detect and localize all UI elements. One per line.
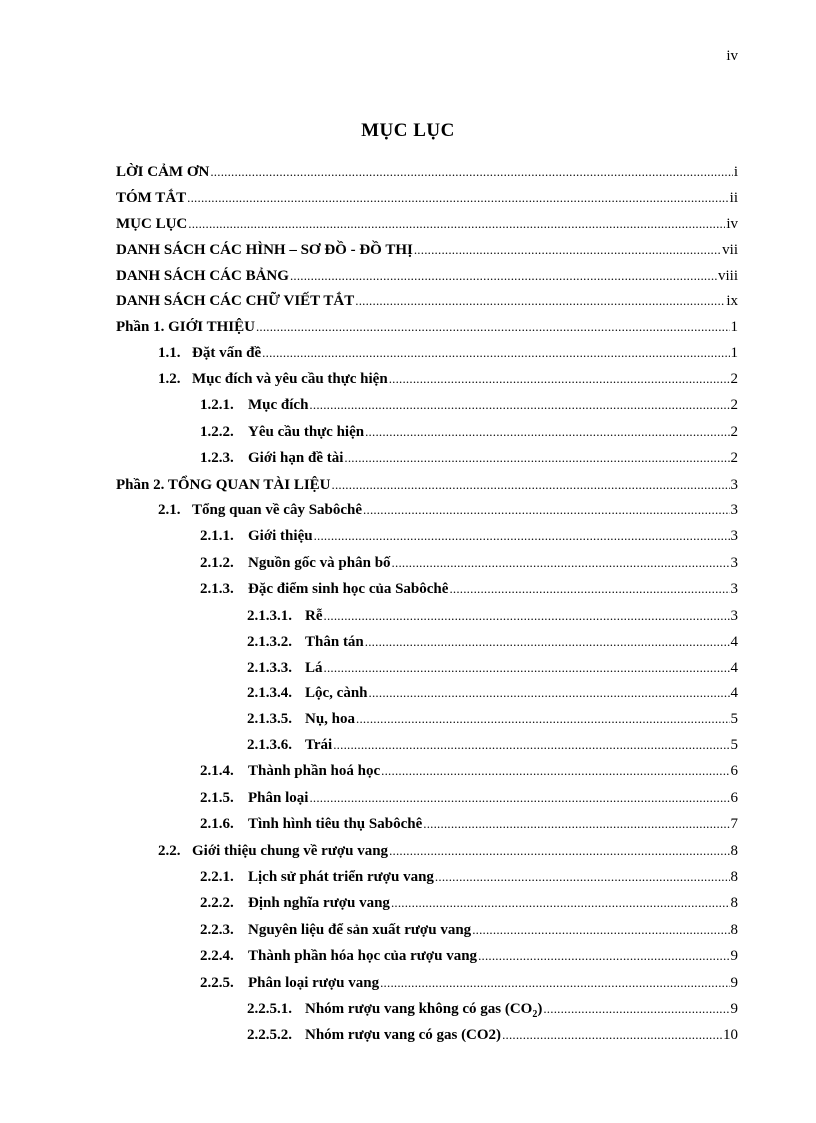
toc-entry-title: [192, 839, 388, 865]
toc-entry[interactable]: [116, 419, 738, 446]
toc-entry-number: 2.1.3.2.: [247, 633, 292, 650]
toc-entry[interactable]: [116, 706, 738, 732]
toc-entry-title: [248, 550, 391, 577]
toc-entry-title: [248, 917, 471, 944]
toc-entry-title-end: ): [537, 1001, 543, 1018]
toc-entry-title-text: Đặt vấn đề: [192, 345, 262, 362]
toc-entry-title-text: Thành phần hóa học của rượu vang: [248, 948, 478, 965]
toc-entry-page: 2: [730, 423, 738, 440]
dot-leader: [210, 159, 732, 185]
toc-entry-title: [305, 681, 368, 707]
dot-leader: [324, 603, 730, 629]
toc-entry-page: 6: [730, 763, 738, 780]
toc-entry-page: vii: [722, 241, 738, 258]
toc-entry-title: [248, 445, 343, 472]
toc-entry-number: 2.1.3.5.: [247, 711, 292, 728]
dot-leader: [332, 472, 730, 498]
toc-entry-title-text: Lộc, cành: [305, 685, 368, 702]
toc-entry-page: i: [733, 164, 738, 180]
toc-entry-title-text: Phân loại: [248, 789, 309, 806]
toc-entry[interactable]: [116, 629, 738, 655]
toc-entry[interactable]: [116, 263, 738, 289]
toc-entry[interactable]: [116, 445, 738, 472]
toc-entry-title: [248, 970, 379, 997]
toc-entry-number: 2.2.1.: [200, 868, 234, 885]
toc-entry-page: ix: [726, 293, 738, 310]
toc-entry-title: [305, 604, 323, 630]
toc-entry-number: 2.2.5.1.: [247, 1001, 292, 1018]
toc-entry-title-text: Định nghĩa rượu vang: [248, 895, 390, 912]
dot-leader: [309, 785, 729, 812]
toc-entry[interactable]: [116, 970, 738, 997]
toc-entry[interactable]: [116, 785, 738, 812]
toc-entry-title-text: Mục đích và yêu cầu thực hiện: [192, 371, 388, 388]
dot-leader: [333, 732, 729, 758]
toc-entry-page: 8: [730, 895, 738, 912]
toc-entry-title: [248, 890, 390, 917]
toc-entry-page: 3: [730, 502, 738, 519]
toc-entry[interactable]: [116, 497, 738, 523]
toc-entry[interactable]: [116, 211, 738, 237]
toc-entry[interactable]: [116, 996, 738, 1022]
toc-entry-number: 2.1.3.4.: [247, 685, 292, 702]
toc-entry-title-text: Yêu cầu thực hiện: [248, 423, 365, 440]
toc-entry-number: 1.2.1.: [200, 397, 234, 414]
dot-leader: [344, 445, 729, 472]
dot-leader: [365, 629, 730, 655]
toc-entry-title: [116, 160, 209, 186]
dot-leader: [543, 996, 729, 1022]
toc-entry-title: [248, 576, 448, 603]
toc-entry-title-text: Giới thiệu chung về rượu vang: [192, 842, 389, 859]
dot-leader: [187, 185, 729, 211]
toc-entry-page: 3: [730, 554, 738, 571]
toc-entry-title: [248, 392, 308, 419]
toc-entry[interactable]: [116, 917, 738, 944]
toc-entry-page: 3: [730, 528, 738, 545]
toc-entry-page: 8: [730, 921, 738, 938]
toc-entry-title: [248, 785, 308, 812]
toc-entry-number: 1.2.3.: [200, 450, 234, 467]
toc-entry-title: [192, 367, 388, 393]
toc-entry-page: viii: [717, 267, 738, 284]
dot-leader: [355, 288, 725, 314]
toc-entry-page: 3: [730, 476, 738, 493]
toc-entry[interactable]: [116, 392, 738, 419]
toc-entry[interactable]: [116, 890, 738, 917]
toc-entry-title: [305, 630, 364, 656]
dot-leader: [369, 680, 730, 706]
dot-leader: [356, 706, 729, 732]
toc-entry-title-text: Phần 1. GIỚI THIỆU: [116, 319, 255, 336]
toc-entry-number: 2.1.1.: [200, 528, 234, 545]
toc-entry-title: [248, 419, 364, 446]
dot-leader: [380, 970, 729, 997]
toc-entry-page: 9: [730, 948, 738, 965]
toc-entry[interactable]: [116, 288, 738, 314]
toc-entry-title-text: Nguyên liệu để sản xuất rượu vang: [248, 921, 472, 938]
toc-entry-page: 2: [730, 397, 738, 414]
toc-entry-title-text: Lịch sử phát triển rượu vang: [248, 868, 434, 885]
toc-entry[interactable]: [116, 314, 738, 340]
dot-leader: [389, 838, 729, 864]
toc-entry-title: [305, 997, 542, 1023]
toc-entry-title-text: Thành phần hoá học: [248, 763, 381, 780]
toc-entry[interactable]: [116, 758, 738, 785]
toc-entry-page: 4: [730, 685, 738, 702]
toc-entry[interactable]: [116, 655, 738, 681]
toc-entry-page: 6: [730, 789, 738, 806]
toc-entry-number: 2.1.3.: [200, 581, 234, 598]
dot-leader: [365, 419, 729, 446]
toc-entry-title: [248, 758, 380, 785]
toc-entry-title: [116, 186, 186, 212]
toc-entry-title: [116, 289, 354, 315]
toc-entry-title-text: Trái: [305, 737, 333, 754]
toc-entry-title-text: Phân loại rượu vang: [248, 974, 380, 991]
dot-leader: [472, 917, 729, 944]
toc-entry[interactable]: [116, 340, 738, 366]
toc-entry-title-text: MỤC LỤC: [116, 215, 188, 232]
toc-entry-page: iv: [726, 215, 738, 232]
toc-entry-title-text: Lá: [305, 659, 323, 676]
toc-entry-page: 4: [730, 633, 738, 650]
toc-entry-title-text: LỜI CẢM ƠN: [116, 164, 210, 180]
toc-entry[interactable]: [116, 159, 738, 185]
toc-entry-title: [248, 943, 477, 970]
toc-entry[interactable]: [116, 838, 738, 864]
toc-entry-title-text: Nhóm rượu vang không có gas (CO: [305, 1001, 533, 1018]
toc-entry-title-text: Đặc điểm sinh học của Sabôchê: [248, 581, 449, 598]
toc-entry-title: [192, 498, 362, 524]
toc-entry-page: 5: [730, 711, 738, 728]
toc-entry-page: 2: [730, 371, 738, 388]
toc-entry-title: [248, 523, 313, 550]
toc-entry[interactable]: [116, 237, 738, 263]
toc-entry-page: 3: [730, 607, 738, 624]
toc-entry-title-text: Rễ: [305, 607, 323, 624]
dot-leader: [381, 758, 729, 785]
dot-leader: [478, 943, 729, 970]
toc-entry-page: 1: [730, 345, 738, 362]
toc-entry[interactable]: [116, 811, 738, 838]
toc-entry-page: 9: [730, 974, 738, 991]
toc-entry-number: 1.2.2.: [200, 423, 234, 440]
toc-entry-title: [248, 864, 434, 891]
dot-leader: [314, 523, 730, 550]
page-title: MỤC LỤC: [361, 120, 455, 141]
toc-entry-title: [116, 315, 255, 341]
toc-entry-number: 2.1.4.: [200, 763, 234, 780]
dot-leader: [391, 890, 730, 917]
toc-entry-page: 9: [730, 1001, 738, 1018]
dot-leader: [309, 392, 729, 419]
dot-leader: [435, 864, 730, 891]
toc-entry-number: 2.1.5.: [200, 789, 234, 806]
dot-leader: [324, 655, 730, 681]
toc-entry-title-text: Mục đích: [248, 397, 309, 414]
dot-leader: [423, 811, 729, 838]
toc-entry-title-text: Nguồn gốc và phân bố: [248, 554, 391, 571]
toc-entry-number: 2.1.2.: [200, 554, 234, 571]
toc-entry-title: [305, 1023, 501, 1049]
toc-entry-title: [116, 238, 413, 264]
dot-leader: [392, 550, 730, 577]
toc-entry-page: 5: [730, 737, 738, 754]
toc-entry-number: 2.1.3.6.: [247, 737, 292, 754]
dot-leader: [449, 576, 729, 603]
toc-entry-page: 8: [730, 842, 738, 859]
toc-entry-title: [248, 811, 422, 838]
toc-entry-title-text: Tình hình tiêu thụ Sabôchê: [248, 816, 423, 833]
toc-entry-title: [116, 212, 187, 238]
toc-entry[interactable]: [116, 523, 738, 550]
toc-entry-title-text: Nhóm rượu vang có gas (CO2): [305, 1026, 502, 1043]
toc-entry-title: [305, 656, 323, 682]
toc-entry[interactable]: [116, 472, 738, 498]
toc-entry-title: [305, 733, 332, 759]
toc-entry-title-text: Giới thiệu: [248, 528, 313, 545]
toc-entry-number: 2.2.5.2.: [247, 1026, 292, 1043]
toc-entry-title: [305, 707, 355, 733]
dot-leader: [188, 211, 725, 237]
dot-leader: [256, 314, 730, 340]
toc-entry-title-text: DANH SÁCH CÁC HÌNH – SƠ ĐỒ - ĐỒ THỊ: [116, 241, 413, 258]
toc-entry[interactable]: [116, 185, 738, 211]
toc-entry[interactable]: [116, 680, 738, 706]
toc-entry-number: 2.2.5.: [200, 974, 234, 991]
table-of-contents: [116, 159, 738, 1048]
toc-entry-page: 7: [730, 816, 738, 833]
toc-entry-number: 2.1.3.1.: [247, 607, 292, 624]
toc-entry-page: 10: [723, 1026, 738, 1043]
dot-leader: [414, 237, 721, 263]
toc-entry-number: 2.1.: [158, 502, 181, 519]
toc-entry-title-text: Giới hạn đề tài: [248, 450, 344, 467]
toc-entry-page: ii: [729, 189, 738, 206]
toc-entry-number: 2.2.3.: [200, 921, 234, 938]
dot-leader: [363, 497, 729, 523]
toc-entry[interactable]: [116, 864, 738, 891]
toc-entry[interactable]: [116, 550, 738, 577]
toc-entry-number: 2.1.6.: [200, 816, 234, 833]
toc-entry-number: 2.1.3.3.: [247, 659, 292, 676]
toc-entry-title-text: Thân tán: [305, 633, 364, 650]
toc-entry-page: 4: [730, 659, 738, 676]
toc-entry[interactable]: [116, 943, 738, 970]
toc-entry[interactable]: [116, 603, 738, 629]
toc-entry-title-text: Nụ, hoa: [305, 711, 356, 728]
toc-entry[interactable]: [116, 576, 738, 603]
toc-entry-title: [116, 264, 289, 290]
toc-entry-title-text: TÓM TẮT: [116, 189, 187, 206]
toc-entry-page: 3: [730, 581, 738, 598]
toc-entry-title-text: DANH SÁCH CÁC BẢNG: [116, 267, 289, 284]
toc-entry-number: 2.2.4.: [200, 948, 234, 965]
page-number: iv: [726, 48, 738, 64]
toc-entry-number: 1.2.: [158, 371, 181, 388]
toc-entry-number: 2.2.2.: [200, 895, 234, 912]
toc-entry-page: 1: [730, 319, 738, 336]
toc-entry-subscript: 2: [532, 1009, 538, 1021]
dot-leader: [502, 1022, 722, 1048]
toc-entry-title: [116, 473, 331, 499]
toc-entry-page: 2: [730, 450, 738, 467]
toc-entry-title-text: DANH SÁCH CÁC CHỮ VIẾT TẮT: [116, 293, 355, 310]
toc-entry-title-text: Tổng quan về cây Sabôchê: [192, 502, 363, 519]
toc-entry[interactable]: [116, 732, 738, 758]
toc-entry-number: 1.1.: [158, 345, 181, 362]
toc-entry[interactable]: [116, 1022, 738, 1048]
toc-entry[interactable]: [116, 366, 738, 392]
toc-entry-page: 8: [730, 868, 738, 885]
dot-leader: [290, 263, 717, 289]
toc-entry-number: 2.2.: [158, 842, 181, 859]
toc-entry-title: [192, 341, 261, 367]
dot-leader: [262, 340, 729, 366]
toc-entry-title-text: Phần 2. TỔNG QUAN TÀI LIỆU: [116, 476, 331, 493]
dot-leader: [389, 366, 730, 392]
